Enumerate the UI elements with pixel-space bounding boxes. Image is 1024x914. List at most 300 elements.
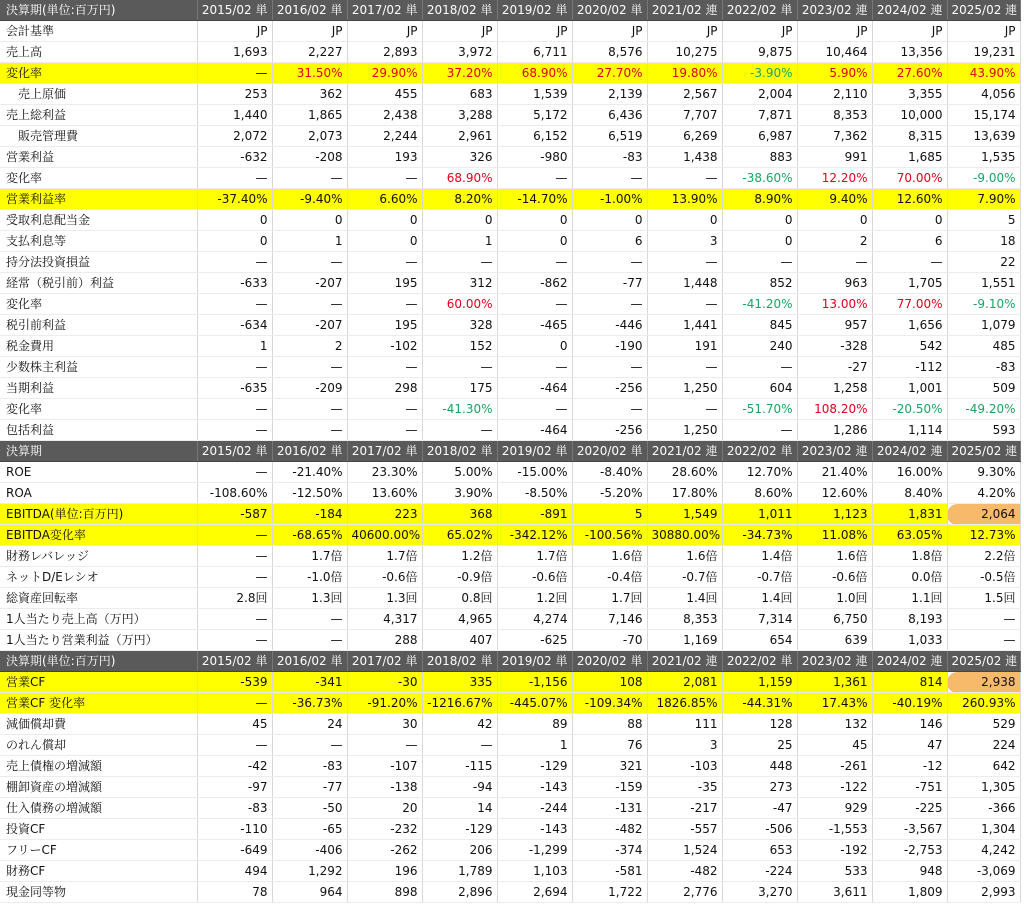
table-row [0,525,1020,546]
value-cell: -581 [572,861,647,882]
value-cell: -108.60% [197,483,272,504]
row-label: 会計基準 [0,21,197,42]
value-cell: — [272,735,347,756]
value-cell: 1,305 [947,777,1020,798]
value-cell: 0 [497,336,572,357]
value-cell: 1,809 [872,882,947,903]
value-cell: 2,073 [272,126,347,147]
row-label: 経常（税引前）利益 [0,273,197,294]
value-cell: 78 [197,882,272,903]
value-cell: -129 [497,756,572,777]
value-cell: 65.02% [422,525,497,546]
value-cell: 1,722 [572,882,647,903]
value-cell: -49.20% [947,399,1020,420]
value-cell: 883 [722,147,797,168]
value-cell: 25 [722,735,797,756]
value-cell: -0.7倍 [722,567,797,588]
value-cell: 6,269 [647,126,722,147]
value-cell: JP [572,21,647,42]
value-cell: 2,072 [197,126,272,147]
value-cell: JP [197,21,272,42]
value-cell: 0.0倍 [872,567,947,588]
value-cell: 9,875 [722,42,797,63]
value-cell: -115 [422,756,497,777]
value-cell: — [197,693,272,714]
value-cell: 20 [347,798,422,819]
value-cell: 852 [722,273,797,294]
value-cell: 1,011 [722,504,797,525]
value-cell: — [197,735,272,756]
value-cell: 1,292 [272,861,347,882]
value-cell: 2 [797,231,872,252]
value-cell: 1,103 [497,861,572,882]
table-row [0,840,1020,861]
value-cell: 27.60% [872,63,947,84]
row-label: 総資産回転率 [0,588,197,609]
value-cell: 1,685 [872,147,947,168]
value-cell: — [572,168,647,189]
table-row [0,378,1020,399]
value-cell: 1,705 [872,273,947,294]
value-cell: — [647,168,722,189]
value-cell: 1 [197,336,272,357]
value-cell: 42 [422,714,497,735]
value-cell: 77.00% [872,294,947,315]
year-header-cell: 2020/02 単 [572,651,647,672]
value-cell: 17.80% [647,483,722,504]
value-cell: 326 [422,147,497,168]
table-row [0,105,1020,126]
value-cell: 948 [872,861,947,882]
year-header-cell: 2015/02 単 [197,0,272,21]
value-cell: -262 [347,840,422,861]
value-cell: -1,299 [497,840,572,861]
year-header-cell: 2023/02 連 [797,0,872,21]
value-cell: 509 [947,378,1020,399]
row-label: 受取利息配当金 [0,210,197,231]
value-cell: — [197,357,272,378]
value-cell: -482 [572,819,647,840]
value-cell: -0.9倍 [422,567,497,588]
value-cell: 19.80% [647,63,722,84]
row-label: 変化率 [0,63,197,84]
value-cell: 0 [797,210,872,231]
value-cell: -244 [497,798,572,819]
value-cell: 224 [947,735,1020,756]
value-cell: 1,304 [947,819,1020,840]
value-cell: -506 [722,819,797,840]
value-cell: 191 [647,336,722,357]
value-cell: — [272,420,347,441]
value-cell: — [197,609,272,630]
row-label: 財務レバレッジ [0,546,197,567]
value-cell: 13.90% [647,189,722,210]
year-header-cell: 2024/02 連 [872,651,947,672]
value-cell: 1,549 [647,504,722,525]
value-cell: 642 [947,756,1020,777]
value-cell: JP [272,21,347,42]
value-cell: -342.12% [497,525,572,546]
value-cell: — [347,420,422,441]
year-header-cell: 2022/02 単 [722,0,797,21]
value-cell: 0 [347,231,422,252]
value-cell: 0 [647,210,722,231]
year-header-cell: 2021/02 連 [647,441,722,462]
value-cell: JP [872,21,947,42]
table-row [0,336,1020,357]
value-cell: 3 [647,735,722,756]
value-cell: -8.40% [572,462,647,483]
value-cell: 529 [947,714,1020,735]
value-cell: — [497,168,572,189]
value-cell: 1 [422,231,497,252]
value-cell: -374 [572,840,647,861]
value-cell: 448 [722,756,797,777]
table-row [0,798,1020,819]
table-row [0,630,1020,651]
row-label: 持分法投資損益 [0,252,197,273]
year-header-cell: 2016/02 単 [272,0,347,21]
value-cell: -3.90% [722,63,797,84]
value-cell: 68.90% [422,168,497,189]
value-cell: 17.43% [797,693,872,714]
value-cell: 1.0回 [797,588,872,609]
value-cell: — [872,252,947,273]
value-cell: 14 [422,798,497,819]
value-cell: 2,694 [497,882,572,903]
value-cell: 1,159 [722,672,797,693]
value-cell: 1.6倍 [572,546,647,567]
value-cell: 22 [947,252,1020,273]
table-row [0,756,1020,777]
value-cell: -83 [197,798,272,819]
row-label: 販売管理費 [0,126,197,147]
value-cell: 1,250 [647,378,722,399]
value-cell: -0.6倍 [797,567,872,588]
value-cell: -37.40% [197,189,272,210]
value-cell: -36.73% [272,693,347,714]
value-cell: 6,152 [497,126,572,147]
value-cell: -217 [647,798,722,819]
value-cell: 1.7倍 [497,546,572,567]
value-cell: — [722,357,797,378]
value-cell: 8.90% [722,189,797,210]
value-cell: 16.00% [872,462,947,483]
value-cell: — [272,609,347,630]
value-cell: 12.70% [722,462,797,483]
year-header-cell: 2017/02 単 [347,0,422,21]
value-cell: -366 [947,798,1020,819]
value-cell: — [647,357,722,378]
value-cell: 45 [197,714,272,735]
value-cell: 6,519 [572,126,647,147]
value-cell: -70 [572,630,647,651]
row-label: 仕入債務の増減額 [0,798,197,819]
value-cell: -1,156 [497,672,572,693]
value-cell: 146 [872,714,947,735]
value-cell: -42 [197,756,272,777]
year-header-cell: 2023/02 連 [797,651,872,672]
value-cell: 0 [497,231,572,252]
year-header-cell: 2019/02 単 [497,651,572,672]
value-cell: -143 [497,777,572,798]
value-cell: -1216.67% [422,693,497,714]
value-cell: -12.50% [272,483,347,504]
value-cell: JP [722,21,797,42]
table-row [0,126,1020,147]
value-cell: 7,362 [797,126,872,147]
value-cell: 3,611 [797,882,872,903]
value-cell: 1,114 [872,420,947,441]
table-row [0,294,1020,315]
table-row [0,357,1020,378]
value-cell: 604 [722,378,797,399]
value-cell: 0.8回 [422,588,497,609]
value-cell: -751 [872,777,947,798]
value-cell: 6 [572,231,647,252]
row-label: 売上高 [0,42,197,63]
row-label: 財務CF [0,861,197,882]
year-header-cell: 2018/02 単 [422,441,497,462]
table-row [0,273,1020,294]
value-cell: 6,987 [722,126,797,147]
value-cell: 1,250 [647,420,722,441]
year-header-cell: 2025/02 連 [947,0,1020,21]
value-cell: 5.90% [797,63,872,84]
value-cell: — [197,462,272,483]
value-cell: JP [797,21,872,42]
value-cell: 1.3回 [347,588,422,609]
table-row [0,777,1020,798]
value-cell: 2.8回 [197,588,272,609]
value-cell: 21.40% [797,462,872,483]
value-cell: 1,831 [872,504,947,525]
value-cell: 593 [947,420,1020,441]
value-cell: -891 [497,504,572,525]
value-cell: -14.70% [497,189,572,210]
value-cell: 206 [422,840,497,861]
table-row [0,420,1020,441]
value-cell: -41.30% [422,399,497,420]
value-cell: -47 [722,798,797,819]
section-header-row [0,651,1020,672]
value-cell: 2,961 [422,126,497,147]
year-header-cell: 2015/02 単 [197,441,272,462]
value-cell: -83 [572,147,647,168]
table-row [0,399,1020,420]
value-cell: 2,896 [422,882,497,903]
value-cell: — [272,252,347,273]
value-cell: — [422,420,497,441]
value-cell: -51.70% [722,399,797,420]
table-row [0,231,1020,252]
value-cell: 991 [797,147,872,168]
table-row [0,882,1020,903]
year-header-cell: 2017/02 単 [347,441,422,462]
value-cell: 76 [572,735,647,756]
year-header-cell: 2021/02 連 [647,0,722,21]
value-cell: 18 [947,231,1020,252]
value-cell: 288 [347,630,422,651]
value-cell: -190 [572,336,647,357]
table-row [0,609,1020,630]
table-row [0,63,1020,84]
table-row [0,21,1020,42]
value-cell: — [272,630,347,651]
value-cell: -632 [197,147,272,168]
value-cell: 1.6倍 [797,546,872,567]
table-row [0,693,1020,714]
value-cell: -464 [497,378,572,399]
year-header-cell: 2015/02 単 [197,651,272,672]
value-cell: — [722,420,797,441]
value-cell: 12.20% [797,168,872,189]
value-cell: 2,993 [947,882,1020,903]
value-cell: 260.93% [947,693,1020,714]
value-cell: 328 [422,315,497,336]
value-cell: 2,064 [947,504,1020,525]
value-cell: 60.00% [422,294,497,315]
value-cell: 7,871 [722,105,797,126]
value-cell: 4,965 [422,609,497,630]
value-cell: 898 [347,882,422,903]
value-cell: -341 [272,672,347,693]
section-header-label: 決算期(単位:百万円) [0,0,197,21]
value-cell: — [272,168,347,189]
value-cell: -9.10% [947,294,1020,315]
value-cell: -3,069 [947,861,1020,882]
value-cell: 23.30% [347,462,422,483]
value-cell: -256 [572,420,647,441]
table-row [0,546,1020,567]
value-cell: 1.6倍 [647,546,722,567]
value-cell: — [347,357,422,378]
value-cell: -539 [197,672,272,693]
value-cell: 957 [797,315,872,336]
value-cell: — [197,168,272,189]
row-label: のれん償却 [0,735,197,756]
value-cell: 3 [647,231,722,252]
value-cell: 8,353 [647,609,722,630]
value-cell: -2,753 [872,840,947,861]
value-cell: 362 [272,84,347,105]
value-cell: 27.70% [572,63,647,84]
value-cell: 7,707 [647,105,722,126]
value-cell: 1,001 [872,378,947,399]
value-cell: 312 [422,273,497,294]
value-cell: -68.65% [272,525,347,546]
value-cell: 1826.85% [647,693,722,714]
value-cell: 0 [722,231,797,252]
year-header-cell: 2019/02 単 [497,441,572,462]
value-cell: 89 [497,714,572,735]
table-row [0,42,1020,63]
value-cell: 223 [347,504,422,525]
value-cell: 13,639 [947,126,1020,147]
year-header-cell: 2021/02 連 [647,651,722,672]
value-cell: 2,227 [272,42,347,63]
table-row [0,504,1020,525]
value-cell: 845 [722,315,797,336]
value-cell: -0.4倍 [572,567,647,588]
value-cell: 13.00% [797,294,872,315]
value-cell: 8.20% [422,189,497,210]
value-cell: 29.90% [347,63,422,84]
value-cell: 70.00% [872,168,947,189]
value-cell: -50 [272,798,347,819]
value-cell: -446 [572,315,647,336]
value-cell: — [272,357,347,378]
table-row [0,462,1020,483]
value-cell: 12.73% [947,525,1020,546]
value-cell: 1,524 [647,840,722,861]
value-cell: -232 [347,819,422,840]
value-cell: 964 [272,882,347,903]
value-cell: 1.7倍 [272,546,347,567]
value-cell: — [197,525,272,546]
value-cell: -159 [572,777,647,798]
value-cell: 2 [272,336,347,357]
value-cell: 2,139 [572,84,647,105]
row-label: 1人当たり営業利益（万円） [0,630,197,651]
value-cell: -83 [947,357,1020,378]
value-cell: 68.90% [497,63,572,84]
value-cell: — [947,609,1020,630]
value-cell: 88 [572,714,647,735]
value-cell: 1,079 [947,315,1020,336]
value-cell: 5.00% [422,462,497,483]
year-header-cell: 2022/02 単 [722,441,797,462]
value-cell: — [347,399,422,420]
value-cell: 963 [797,273,872,294]
value-cell: -980 [497,147,572,168]
value-cell: 108.20% [797,399,872,420]
value-cell: -102 [347,336,422,357]
value-cell: 542 [872,336,947,357]
value-cell: 4,242 [947,840,1020,861]
value-cell: 5 [947,210,1020,231]
value-cell: 814 [872,672,947,693]
value-cell: 195 [347,273,422,294]
value-cell: 3,288 [422,105,497,126]
value-cell: -225 [872,798,947,819]
value-cell: -406 [272,840,347,861]
value-cell: 1,865 [272,105,347,126]
value-cell: 3,972 [422,42,497,63]
value-cell: -38.60% [722,168,797,189]
value-cell: — [797,252,872,273]
value-cell: 15,174 [947,105,1020,126]
value-cell: 0 [497,210,572,231]
value-cell: — [347,252,422,273]
value-cell: 31.50% [272,63,347,84]
row-label: 税金費用 [0,336,197,357]
value-cell: 2,776 [647,882,722,903]
row-label: 減価償却費 [0,714,197,735]
value-cell: -209 [272,378,347,399]
year-header-cell: 2020/02 単 [572,0,647,21]
value-cell: -3,567 [872,819,947,840]
value-cell: 152 [422,336,497,357]
value-cell: — [197,567,272,588]
row-label: 1人当たり売上高（万円） [0,609,197,630]
table-row [0,189,1020,210]
value-cell: 0 [197,210,272,231]
value-cell: 2,244 [347,126,422,147]
value-cell: JP [947,21,1020,42]
value-cell: 10,000 [872,105,947,126]
year-header-cell: 2025/02 連 [947,441,1020,462]
